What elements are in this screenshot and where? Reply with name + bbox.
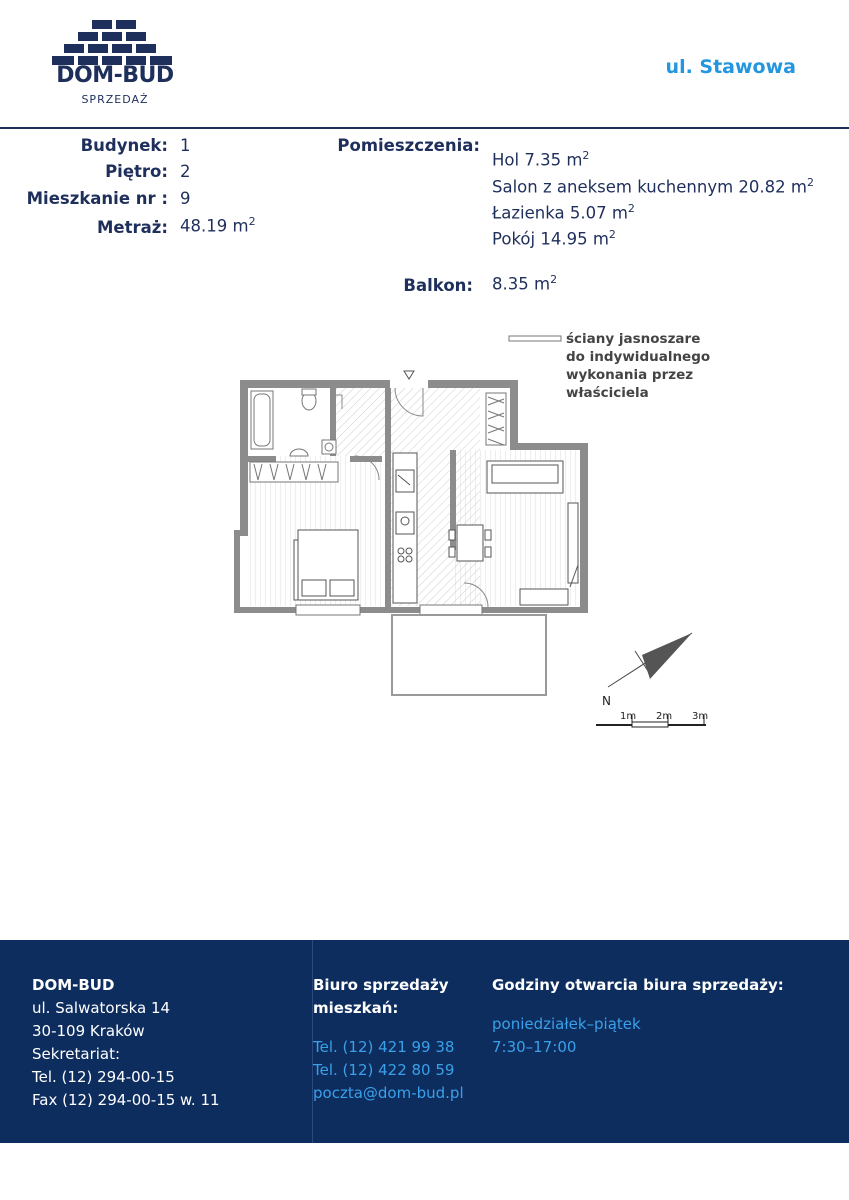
street-name: ul. Stawowa [665, 56, 796, 78]
room-hall: Hol 7.35 $m^2$ [492, 149, 590, 170]
apartment-label: Mieszkanie nr : [26, 189, 168, 208]
legend-line-1: ściany jasnoszare [566, 331, 701, 347]
building-label: Budynek: [80, 136, 168, 155]
room-living: Salon z aneksem kuchennym 20.82 $m^2$ [492, 176, 814, 197]
footer-address-1: ul. Salwatorska 14 [32, 999, 171, 1017]
footer-fax: Fax (12) 294-00-15 w. 11 [32, 1091, 220, 1109]
area-label: Metraż: [97, 218, 168, 237]
balcony-value: 8.35 $m^2$ [492, 273, 558, 294]
floor-label: Piętro: [105, 162, 168, 181]
sales-office-title-2: mieszkań: [313, 999, 399, 1017]
footer-address-2: 30-109 Kraków [32, 1022, 145, 1040]
balcony-label: Balkon: [403, 276, 473, 295]
footer-company: DOM-BUD [32, 976, 115, 994]
footer [0, 940, 849, 1143]
legend-line-3: wykonania przez [566, 367, 694, 383]
sales-phone-1[interactable]: Tel. (12) 421 99 38 [313, 1038, 455, 1056]
building-value: 1 [180, 136, 191, 155]
floor-plan [230, 325, 730, 735]
sales-phone-2[interactable]: Tel. (12) 422 80 59 [313, 1061, 455, 1079]
north-label: N [602, 694, 611, 708]
scale-label-1: 1m [620, 711, 637, 722]
sales-email-link[interactable]: poczta@dom-bud.pl [313, 1084, 464, 1102]
legend-line-4: właściciela [566, 385, 649, 401]
hours-days: poniedziałek–piątek [492, 1015, 641, 1033]
scale-label-3: 3m [692, 711, 709, 722]
area-value: 48.19 $m^2$ [180, 215, 256, 236]
header-divider [0, 127, 849, 129]
hours-title: Godziny otwarcia biura sprzedaży: [492, 976, 784, 994]
legend-line-2: do indywidualnego [566, 349, 711, 365]
footer-phone: Tel. (12) 294-00-15 [32, 1068, 175, 1086]
room-bathroom: Łazienka 5.07 $m^2$ [492, 202, 635, 223]
apartment-value: 9 [180, 189, 191, 208]
logo-subtitle: SPRZEDAŻ [81, 93, 149, 106]
footer-secretariat-label: Sekretariat: [32, 1045, 121, 1063]
floor-value: 2 [180, 162, 191, 181]
scale-label-2: 2m [656, 711, 673, 722]
rooms-label: Pomieszczenia: [337, 136, 480, 155]
sales-office-title-1: Biuro sprzedaży [313, 976, 449, 994]
logo-text: DOM-BUD [56, 63, 174, 88]
room-bedroom: Pokój 14.95 $m^2$ [492, 228, 616, 249]
hours-time: 7:30–17:00 [492, 1038, 577, 1056]
